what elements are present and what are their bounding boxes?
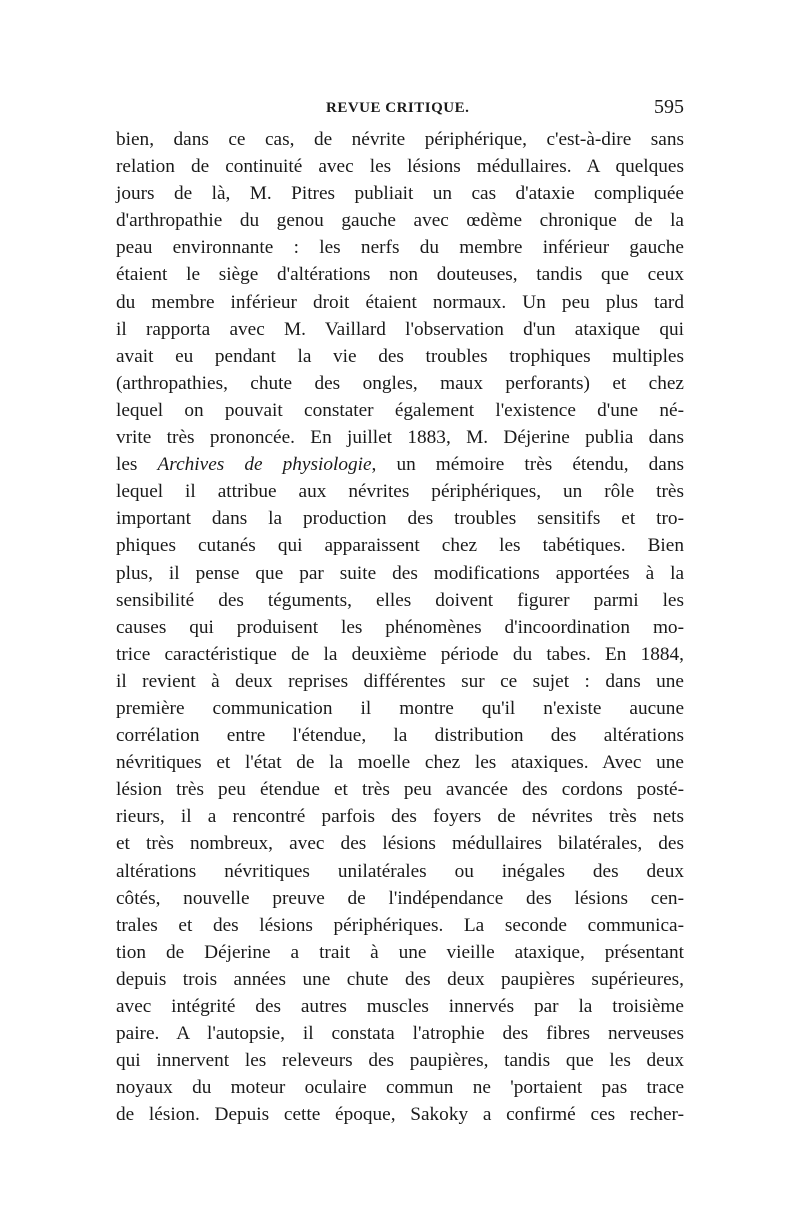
text-line: plus, il pense que par suite des modifications apportées à la	[116, 562, 684, 584]
text-line: de lésion. Depuis cette époque, Sakoky a confirmé ces recher-	[116, 1104, 684, 1126]
text-line: étaient le siège d'altérations non douteuses, tandis que ceux	[116, 264, 684, 286]
text-line: noyaux du moteur oculaire commun ne 'portaient pas trace	[116, 1077, 684, 1099]
text-line: bien, dans ce cas, de névrite périphérique, c'est-à-dire sans	[116, 129, 684, 150]
page-number: 595	[654, 96, 684, 118]
running-title: REVUE CRITIQUE.	[326, 100, 470, 116]
text-line: trice caractéristique de la deuxième période du tabes. En 1884,	[116, 643, 684, 665]
text-line: phiques cutanés qui apparaissent chez les tabétiques. Bien	[116, 535, 684, 557]
text-line: corrélation entre l'étendue, la distribution des altérations	[116, 725, 684, 747]
text-line: relation de continuité avec les lésions médullaires. A quelques	[116, 156, 684, 178]
journal-title: Archives de physiologie	[157, 454, 372, 476]
text-line-with-citation	[116, 451, 684, 478]
text-line: lequel on pouvait constater également l'existence d'une né-	[116, 399, 684, 421]
text-line: et très nombreux, avec des lésions médullaires bilatérales, des	[116, 833, 684, 855]
line-segment: les	[116, 454, 158, 476]
text-line: avec intégrité des autres muscles innervés par la troisième	[116, 996, 684, 1017]
text-line: vrite très prononcée. En juillet 1883, M. Déjerine publia dans	[116, 427, 684, 449]
text-line: rieurs, il a rencontré parfois des foyers de névrites très nets	[116, 806, 684, 828]
text-line: trales et des lésions périphériques. La seconde communica-	[116, 914, 684, 936]
text-line: peau environnante : les nerfs du membre inférieur gauche	[116, 237, 684, 259]
text-line: côtés, nouvelle preuve de l'indépendance des lésions cen-	[116, 887, 684, 909]
text-line: avait eu pendant la vie des troubles trophiques multiples	[116, 345, 684, 367]
text-line: jours de là, M. Pitres publiait un cas d'ataxie compliquée	[116, 183, 684, 205]
text-line: important dans la production des troubles sensitifs et tro-	[116, 508, 684, 530]
text-line: névritiques et l'état de la moelle chez les ataxiques. Avec une	[116, 752, 684, 774]
text-line: altérations névritiques unilatérales ou inégales des deux	[116, 860, 684, 882]
text-line: première communication il montre qu'il n'existe aucune	[116, 697, 684, 719]
text-line: tion de Déjerine a trait à une vieille ataxique, présentant	[116, 941, 684, 963]
text-line: il revient à deux reprises différentes sur ce sujet : dans une	[116, 670, 684, 692]
text-line: il rapporta avec M. Vaillard l'observation d'un ataxique qui	[116, 318, 684, 340]
text-line: lequel il attribue aux névrites périphériques, un rôle très	[116, 481, 684, 503]
text-line: paire. A l'autopsie, il constata l'atrophie des fibres nerveuses	[116, 1023, 684, 1045]
text-line: depuis trois années une chute des deux paupières supérieures,	[116, 968, 684, 990]
text-line: (arthropathies, chute des ongles, maux perforants) et chez	[116, 372, 684, 394]
line-segment: , un mémoire très étendu, dans	[371, 454, 684, 476]
text-line: causes qui produisent les phénomènes d'incoordination mo-	[116, 616, 684, 638]
text-line: lésion très peu étendue et très peu avancée des cordons posté-	[116, 779, 684, 801]
text-line: d'arthropathie du genou gauche avec œdème chronique de la	[116, 210, 684, 232]
text-line: sensibilité des téguments, elles doivent figurer parmi les	[116, 589, 684, 611]
page-header	[116, 96, 684, 126]
text-line: qui innervent les releveurs des paupières, tandis que les deux	[116, 1050, 684, 1072]
text-line: du membre inférieur droit étaient normaux. Un peu plus tard	[116, 291, 684, 313]
body-text	[116, 126, 684, 1128]
